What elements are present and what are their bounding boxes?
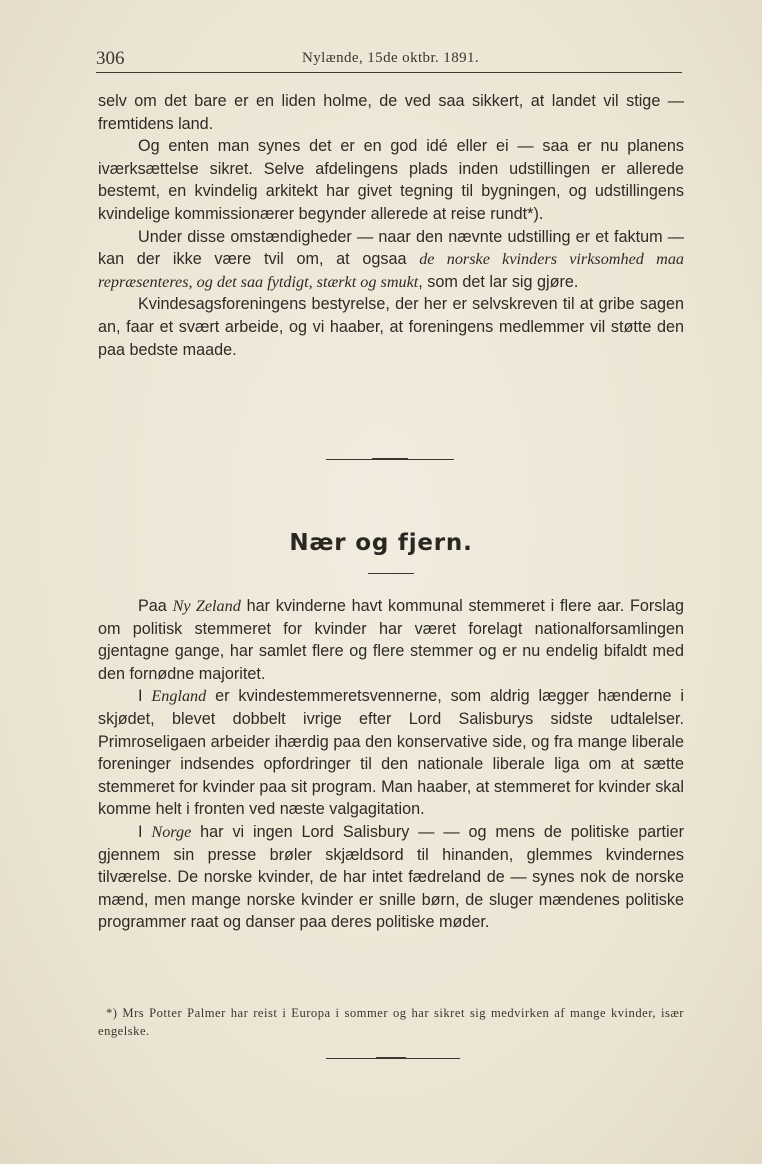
paragraph xyxy=(98,821,684,934)
section-title: Nær og fjern. xyxy=(289,530,473,556)
page-header xyxy=(96,48,682,72)
paragraph-text: I xyxy=(138,687,152,706)
footnote xyxy=(98,1004,684,1040)
paragraph-text: selv om det bare er en liden holme, de ved saa sikkert, at landet vil stige — fremtidens land. xyxy=(98,92,684,133)
running-head: Nylænde, 15de oktbr. 1891. xyxy=(302,50,480,66)
page-number: 306 xyxy=(96,48,125,69)
paragraph xyxy=(98,226,684,294)
paragraph xyxy=(98,293,684,361)
paragraph-text: Paa xyxy=(138,597,173,615)
paragraph-text: er kvindestemmeretsvennerne, som aldrig lægger hænderne i skjødet, blevet dobbelt ivrige efter Lord Salisburys sidste udtalelser. Primroseligaen arbeider ihærdig paa den konservative side, og fra mange liberale foreninger indsendes opfordringer til den nationale liberale liga om at sætte stemmeret for kvinder paa sit program. Man haaber, at stemmeret for kvinder skal komme helt i fronten ved næste valgagitation. xyxy=(98,687,685,819)
news-section xyxy=(98,595,684,934)
emphasis-text: de norske kvinders virksomhed maa repræsenteres, og det saa fytdigt, stærkt og smukt xyxy=(98,250,685,291)
paragraph xyxy=(98,595,684,685)
paragraph-text: har kvinderne havt kommunal stemmeret i flere aar. Forslag om politisk stemmeret for kvinder har været forelagt nationalforsamlingen gjentagne gange, har samlet flere og flere stemmer og er nu endelig bifaldt med den fornødne majoritet. xyxy=(98,597,684,683)
paragraph-text: Og enten man synes det er en god idé eller ei — saa er nu planens iværksættelse sikret. Selve afdelingens plads inden udstillingen er allerede bestemt, en kvindelig arkitekt har givet tegning til bygningen, og udstillingens kvindelige kommissionærer begynder allerede at reise rundt*). xyxy=(98,137,684,223)
article-continuation xyxy=(98,90,684,361)
paragraph-text: Under disse omstændigheder — naar den nævnte udstilling er et faktum — kan der ikke være tvil om, at ogsaa xyxy=(98,227,684,269)
footnote-text: *) Mrs Potter Palmer har reist i Europa i sommer og har sikret sig medvirken af mange kvinder, især engelske. xyxy=(98,1006,684,1038)
place-name: Norge xyxy=(151,822,192,841)
paragraph xyxy=(98,135,684,225)
paragraph xyxy=(98,685,684,821)
header-rule xyxy=(96,72,682,73)
title-rule xyxy=(368,573,414,574)
paragraph-text: har vi ingen Lord Salisbury — — og mens de politiske partier gjennem sin presse brøler skjældsord til hinanden, glemmes kvindernes tilværelse. De norske kvinder, de har intet fædreland de — synes nok de norske mænd, men mange norske kvinder er snille børn, de sluger mændenes politiske programmer raat og danser paa deres politiske møder. xyxy=(98,822,684,932)
paragraph-text: Kvindesagsforeningens bestyrelse, der her er selvskreven til at gribe sagen an, faar et svært arbeide, og vi haaber, at foreningens medlemmer vil støtte den paa bedste maade. xyxy=(98,295,684,359)
ornament-rule-center xyxy=(372,458,408,460)
paragraph-text: I xyxy=(138,822,152,841)
paragraph-text: , som det lar sig gjøre. xyxy=(418,272,579,291)
place-name: Ny Zeland xyxy=(172,597,241,615)
paragraph xyxy=(98,90,684,135)
place-name: England xyxy=(151,687,207,706)
closing-rule-center xyxy=(376,1057,406,1059)
